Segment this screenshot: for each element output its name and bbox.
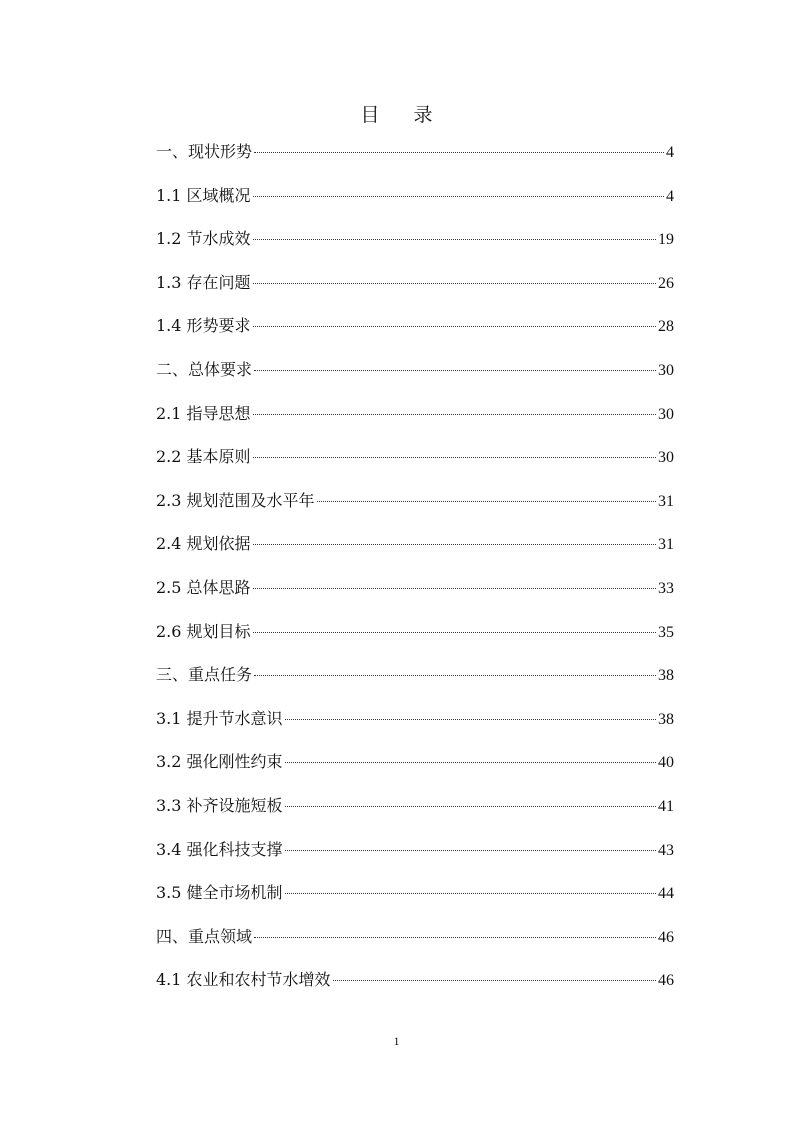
toc-entry-label: 2.1 指导思想 — [156, 403, 251, 423]
toc-entry-page: 33 — [658, 579, 674, 597]
toc-leader-dots — [254, 370, 656, 371]
toc-entry-label: 3.4 强化科技支撑 — [156, 839, 283, 859]
toc-leader-dots — [285, 719, 656, 720]
toc-leader-dots — [253, 239, 656, 240]
toc-entry[interactable] — [156, 617, 674, 661]
toc-entry-page: 46 — [658, 928, 674, 946]
page-number: 1 — [393, 1034, 400, 1048]
toc-leader-dots — [285, 762, 656, 763]
toc-entry-label: 2.4 规划依据 — [156, 534, 251, 554]
toc-entry-page: 35 — [658, 623, 674, 641]
toc-leader-dots — [254, 937, 656, 938]
toc-entry[interactable] — [156, 573, 674, 617]
toc-entry-page: 4 — [666, 144, 674, 161]
toc-entry-label: 2.2 基本原则 — [156, 447, 251, 467]
toc-entry[interactable] — [156, 442, 674, 486]
toc-entry-label: 一、现状形势 — [156, 142, 253, 161]
toc-entry-page: 28 — [658, 318, 674, 336]
toc-leader-dots — [253, 283, 656, 284]
toc-entry[interactable] — [156, 529, 674, 573]
page-title: 目 录 — [360, 104, 447, 126]
toc-leader-dots — [285, 850, 656, 851]
toc-entry-page: 38 — [658, 667, 674, 685]
toc-leader-dots — [253, 588, 656, 589]
toc-entry-page: 43 — [658, 841, 674, 859]
toc-leader-dots — [253, 196, 664, 197]
toc-entry-page: 38 — [658, 710, 674, 728]
toc-entry-label: 1.1 区域概况 — [156, 185, 251, 205]
toc-leader-dots — [253, 544, 656, 545]
toc-entry-page: 4 — [666, 187, 674, 205]
toc-entry[interactable] — [156, 268, 674, 312]
toc-entry-label: 三、重点任务 — [156, 665, 253, 685]
toc-entry-label: 3.5 健全市场机制 — [156, 883, 283, 903]
toc-entry-page: 40 — [658, 754, 674, 772]
toc-entry-label: 3.3 补齐设施短板 — [156, 795, 283, 815]
toc-entry-page: 31 — [658, 536, 674, 554]
table-of-contents — [156, 137, 674, 1009]
toc-entry[interactable] — [156, 747, 674, 791]
toc-entry-label: 2.3 规划范围及水平年 — [156, 490, 315, 510]
toc-entry-label: 四、重点领域 — [156, 926, 253, 946]
toc-entry[interactable] — [156, 399, 674, 443]
toc-entry-label: 4.1 农业和农村节水增效 — [156, 970, 331, 990]
toc-entry[interactable] — [156, 791, 674, 835]
toc-entry[interactable] — [156, 224, 674, 268]
toc-entry-label: 1.4 形势要求 — [156, 316, 251, 336]
toc-entry-page: 19 — [658, 231, 674, 249]
toc-leader-dots — [253, 414, 656, 415]
toc-entry-page: 46 — [658, 972, 674, 990]
toc-entry-page: 30 — [658, 405, 674, 423]
toc-leader-dots — [253, 632, 656, 633]
toc-entry-label: 2.6 规划目标 — [156, 621, 251, 641]
toc-entry[interactable] — [156, 835, 674, 879]
toc-entry-label: 3.2 强化刚性约束 — [156, 752, 283, 772]
toc-entry-page: 44 — [658, 885, 674, 903]
toc-entry-label: 3.1 提升节水意识 — [156, 708, 283, 728]
toc-leader-dots — [253, 457, 656, 458]
toc-entry[interactable] — [156, 137, 674, 181]
toc-leader-dots — [285, 893, 656, 894]
toc-entry-page: 26 — [658, 274, 674, 292]
toc-entry-page: 31 — [658, 492, 674, 510]
toc-entry-label: 二、总体要求 — [156, 359, 253, 379]
toc-entry[interactable] — [156, 704, 674, 748]
toc-entry-page: 30 — [658, 361, 674, 379]
toc-entry-label: 2.5 总体思路 — [156, 577, 251, 597]
toc-entry[interactable] — [156, 486, 674, 530]
toc-entry[interactable] — [156, 355, 674, 399]
toc-entry[interactable] — [156, 922, 674, 966]
toc-leader-dots — [317, 501, 656, 502]
toc-entry-page: 30 — [658, 449, 674, 467]
toc-entry[interactable] — [156, 878, 674, 922]
toc-leader-dots — [254, 152, 664, 153]
toc-leader-dots — [285, 806, 656, 807]
toc-entry-label: 1.3 存在问题 — [156, 272, 251, 292]
toc-entry-page: 41 — [658, 797, 674, 815]
toc-leader-dots — [254, 675, 656, 676]
toc-entry[interactable] — [156, 181, 674, 225]
toc-leader-dots — [253, 326, 656, 327]
toc-entry[interactable] — [156, 965, 674, 1009]
toc-entry-label: 1.2 节水成效 — [156, 229, 251, 249]
toc-leader-dots — [333, 980, 656, 981]
toc-entry[interactable] — [156, 311, 674, 355]
toc-entry[interactable] — [156, 660, 674, 704]
